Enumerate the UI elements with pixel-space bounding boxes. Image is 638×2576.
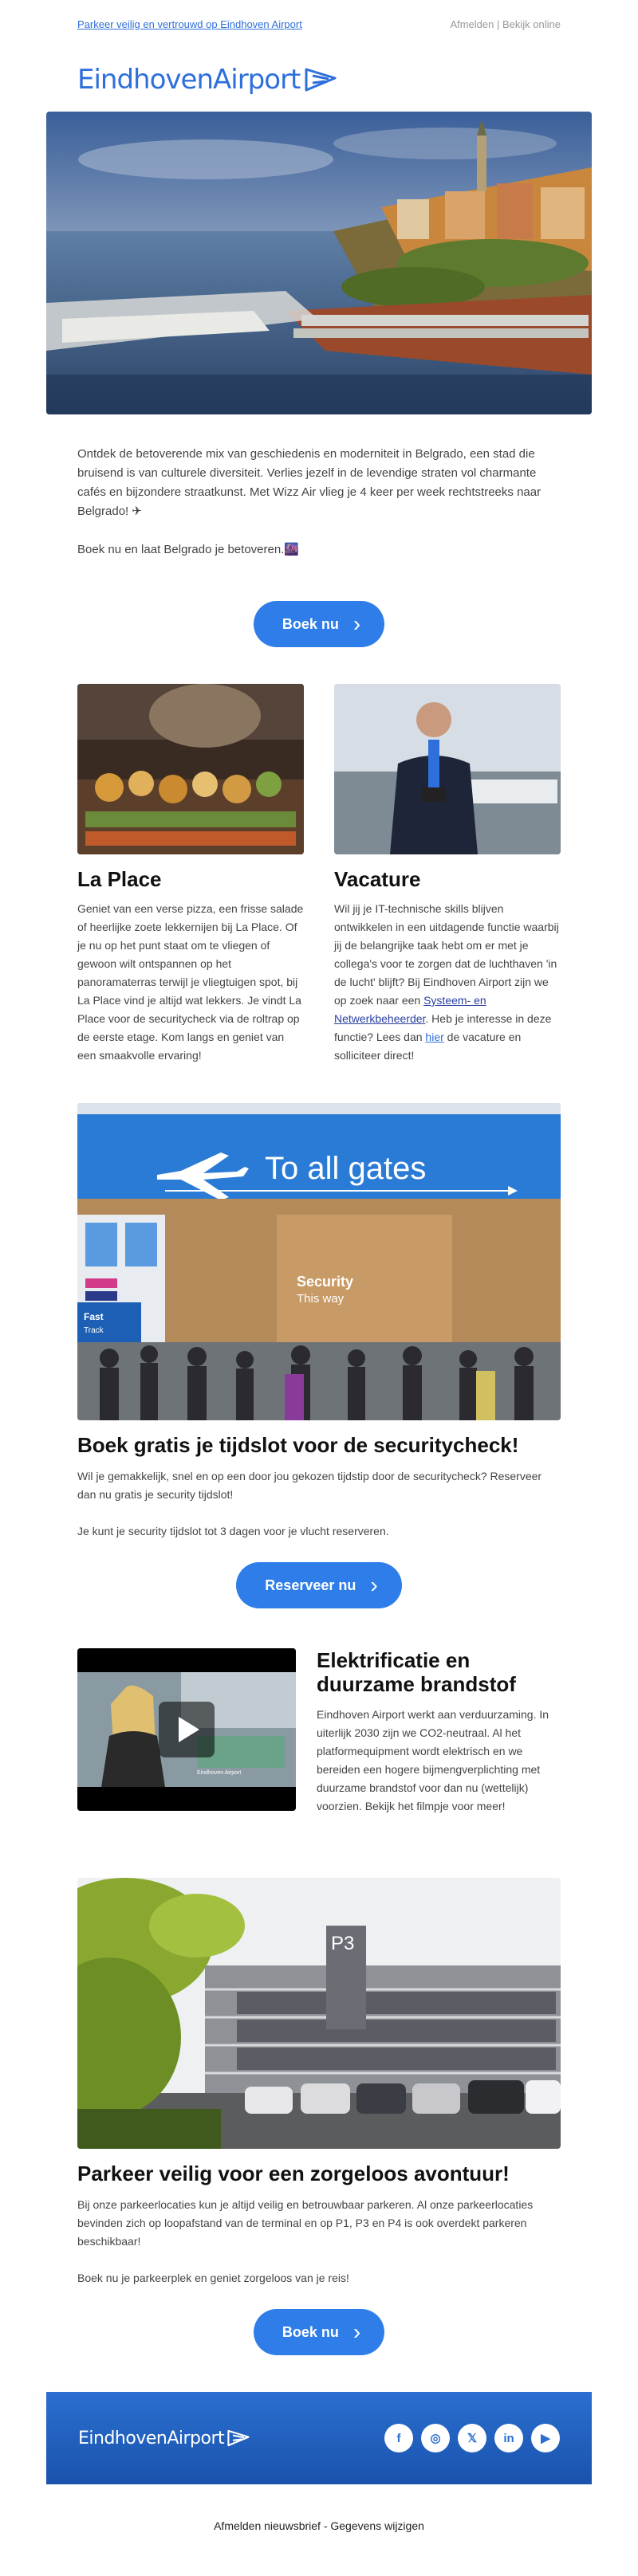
parking-paragraph: Bij onze parkeerlocaties kun je altijd veilig en betrouwbaar parkeren. Al onze parkeerlocaties bevinden zich op loopafstand van de terminal en op P1, P3 en P4 is ook overdekt parkeren beschikbaar! bbox=[77, 2198, 534, 2248]
logo-flag-icon bbox=[305, 68, 337, 92]
parking-image[interactable] bbox=[77, 1878, 561, 2149]
network-admin-link[interactable]: Systeem- en Netwerkbeheerder bbox=[334, 994, 486, 1025]
parking-title: Parkeer veilig voor een zorgeloos avontuur! bbox=[77, 2162, 510, 2185]
separator: | bbox=[496, 18, 500, 30]
footer-logo[interactable] bbox=[78, 2429, 250, 2448]
parking-cta-text: Boek nu je parkeerplek en geniet zorgeloos van je reis! bbox=[77, 2272, 349, 2284]
facebook-icon[interactable]: f bbox=[384, 2424, 413, 2452]
fast-track-label: Fast bbox=[84, 1311, 104, 1322]
la-place-title: La Place bbox=[77, 867, 162, 891]
book-now-label: Boek nu bbox=[282, 615, 339, 632]
security-image[interactable] bbox=[77, 1103, 561, 1420]
parking-section bbox=[0, 2162, 638, 2287]
vacature-here-link[interactable]: hier bbox=[425, 1031, 444, 1043]
unsubscribe-link[interactable]: Afmelden bbox=[450, 18, 494, 30]
book-now-button[interactable] bbox=[254, 601, 384, 647]
chevron-right-icon: › bbox=[370, 1573, 378, 1597]
linkedin-icon[interactable]: in bbox=[494, 2424, 523, 2452]
two-column-section bbox=[0, 684, 638, 1065]
book-parking-button[interactable] bbox=[254, 2309, 384, 2355]
x-twitter-icon[interactable]: 𝕏 bbox=[458, 2424, 486, 2452]
sustainability-video[interactable] bbox=[77, 1648, 296, 1811]
book-parking-label: Boek nu bbox=[282, 2323, 339, 2340]
security-section bbox=[0, 1433, 638, 1541]
video-caption: Eindhoven Airport bbox=[197, 1770, 242, 1776]
la-place-text: Geniet van een verse pizza, een frisse salade of heerlijke zoete lekkernijen bij La Place. Of je nu op het punt staat om te vliegen of gewoon wilt ontspannen op het panoramaterras terwijl je vliegtuigen spot, bij La Place vind je altijd wat lekkers. Je vindt La Place voor de securitycheck via de roltrap op de eerste etage. Kom langs en geniet van een smaakvolle ervaring! bbox=[77, 902, 304, 1062]
vacature-title: Vacature bbox=[334, 867, 421, 891]
chevron-right-icon: › bbox=[352, 2319, 361, 2344]
reserve-now-label: Reserveer nu bbox=[265, 1577, 356, 1593]
intro-paragraph: Ontdek de betoverende mix van geschiedenis en moderniteit in Belgrado, een stad die bruisend is van culturele diversiteit. Verlies jezelf in de levendige straten vol charmante cafés en bijzondere straatkunst. Met Wizz Air vlieg je 4 keer per week rechtstreeks naar Belgrado! ✈ bbox=[77, 447, 542, 518]
vacature-text: Wil jij je IT-technische skills blijven ontwikkelen in een uitdagende functie waarbij jij de belangrijke taak hebt om er met je collega's voor te zorgen dat de luchthaven 'in de lucht' blijft? Bij Eindhoven Airport zijn we op zoek naar een Systeem- en Netwerkbeheerder. Heb je interesse in deze functie? Lees dan hier de vacature en solliciteer direct! bbox=[334, 902, 559, 1062]
view-online-link[interactable]: Bekijk online bbox=[502, 18, 561, 30]
logo-row bbox=[0, 48, 638, 112]
belgrade-hero-image[interactable] bbox=[46, 112, 592, 414]
intro-cta-text: Boek nu en laat Belgrado je betoveren.🌆 bbox=[77, 543, 300, 556]
social-icons bbox=[384, 2424, 560, 2452]
preheader-link[interactable]: Parkeer veilig en vertrouwd op Eindhoven Airport bbox=[77, 18, 302, 30]
this-way-text: This way bbox=[297, 1292, 345, 1306]
reserve-now-button[interactable] bbox=[236, 1562, 401, 1608]
fast-track-sub: Track bbox=[84, 1326, 104, 1335]
sustainability-text-block bbox=[317, 1648, 561, 1816]
security-paragraph: Wil je gemakkelijk, snel en op een door jou gekozen tijdstip door de securitycheck? Reserveer dan nu gratis je security tijdslot! bbox=[77, 1470, 542, 1501]
intro-section bbox=[0, 445, 638, 560]
vacature-column bbox=[334, 684, 561, 1065]
footer-logo-text: EindhovenAirport bbox=[78, 2428, 225, 2448]
sustainability-title: Elektrificatie en duurzame brandstof bbox=[317, 1648, 516, 1696]
footer-banner bbox=[46, 2392, 592, 2484]
security-note: Je kunt je security tijdslot tot 3 dagen voor je vlucht reserveren. bbox=[77, 1525, 389, 1537]
youtube-icon[interactable]: ▶ bbox=[531, 2424, 560, 2452]
sustainability-text: Eindhoven Airport werkt aan verduurzaming. In uiterlijk 2030 zijn we CO2-neutraal. Al het platformequipment wordt elektrisch en we bereiden een hogere bijmengverplichting met duurzame brandstof voor dan nu (wettelijk) voorzien. Bekijk het filmpje voor meer! bbox=[317, 1708, 549, 1812]
security-title: Boek gratis je tijdslot voor de securitycheck! bbox=[77, 1433, 519, 1457]
la-place-column bbox=[77, 684, 304, 1065]
top-bar bbox=[0, 0, 638, 48]
footer-logo-flag-icon bbox=[227, 2429, 250, 2447]
play-button-icon[interactable] bbox=[159, 1702, 215, 1757]
security-booth-text: Security bbox=[297, 1274, 354, 1290]
eindhoven-airport-logo[interactable] bbox=[77, 64, 337, 96]
chevron-right-icon: › bbox=[352, 611, 361, 636]
footer-links[interactable]: Afmelden nieuwsbrief - Gegevens wijzigen bbox=[214, 2519, 424, 2532]
vacature-image[interactable] bbox=[334, 684, 561, 854]
instagram-icon[interactable]: ◎ bbox=[421, 2424, 450, 2452]
la-place-image[interactable] bbox=[77, 684, 304, 854]
sustainability-section bbox=[0, 1648, 638, 1816]
p3-sign: P3 bbox=[331, 1933, 355, 1954]
logo-text: EindhovenAirport bbox=[77, 64, 301, 96]
header-links bbox=[450, 18, 561, 30]
to-all-gates-sign: To all gates bbox=[265, 1151, 427, 1186]
